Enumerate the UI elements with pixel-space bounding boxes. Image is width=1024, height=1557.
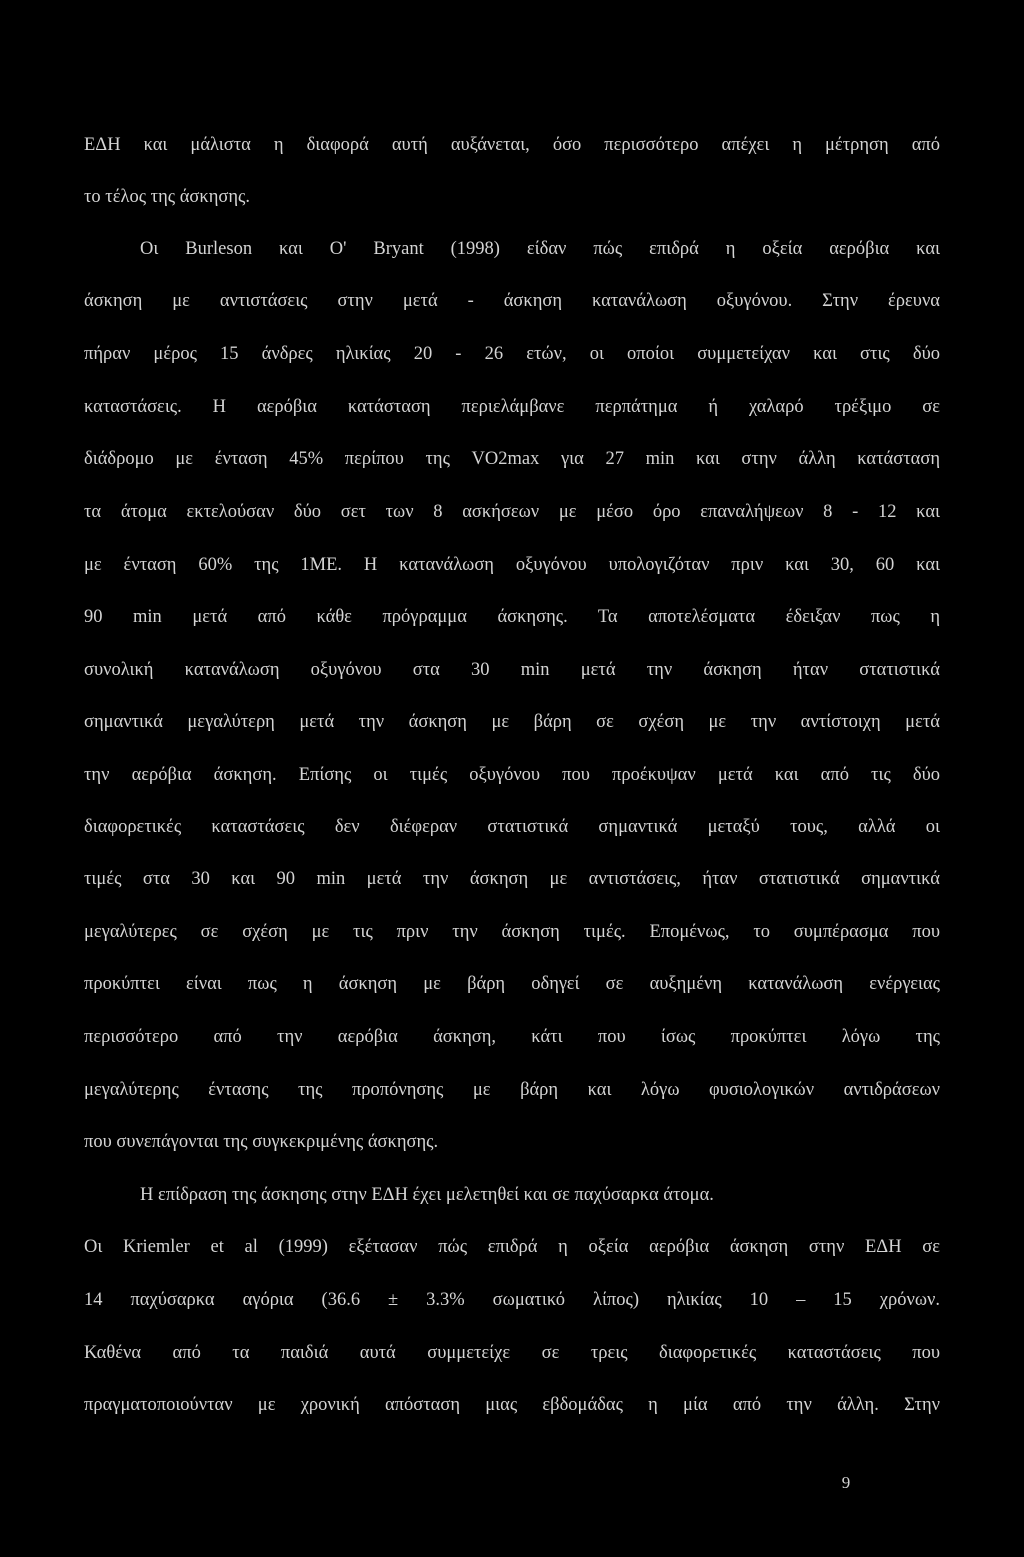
text-line: ΕΔΗ και μάλιστα η διαφορά αυτή αυξάνεται, όσο περισσότερο απέχει η μέτρηση από: [84, 135, 940, 155]
text-line: πραγματοποιούνταν με χρονική απόσταση μιας εβδομάδας η μία από την άλλη. Στην: [84, 1395, 940, 1415]
text-line: καταστάσεις. Η αερόβια κατάσταση περιελάμβανε περπάτημα ή χαλαρό τρέξιμο σε: [84, 397, 940, 417]
text-line: 90 min μετά από κάθε πρόγραμμα άσκησης. Τα αποτελέσματα έδειξαν πως η: [84, 607, 940, 627]
text-line: Οι Kriemler et al (1999) εξέτασαν πώς επιδρά η οξεία αερόβια άσκηση στην ΕΔΗ σε: [84, 1237, 940, 1257]
text-line: Οι Burleson και O' Bryant (1998) είδαν πώς επιδρά η οξεία αερόβια και: [140, 239, 940, 259]
text-line: πήραν μέρος 15 άνδρες ηλικίας 20 - 26 ετών, οι οποίοι συμμετείχαν και στις δύο: [84, 344, 940, 364]
text-line: το τέλος της άσκησης.: [84, 187, 251, 207]
text-line: την αερόβια άσκηση. Επίσης οι τιμές οξυγόνου που προέκυψαν μετά και από τις δύο: [84, 765, 940, 785]
text-line: Καθένα από τα παιδιά αυτά συμμετείχε σε τρεις διαφορετικές καταστάσεις που: [84, 1343, 940, 1363]
page-number: 9: [841, 1473, 851, 1492]
text-line: τα άτομα εκτελούσαν δύο σετ των 8 ασκήσεων με μέσο όρο επαναλήψεων 8 - 12 και: [84, 502, 940, 522]
text-line: περισσότερο από την αερόβια άσκηση, κάτι που ίσως προκύπτει λόγω της: [84, 1027, 940, 1047]
text-line: 14 παχύσαρκα αγόρια (36.6 ± 3.3% σωματικό λίπος) ηλικίας 10 – 15 χρόνων.: [84, 1290, 940, 1310]
text-line: συνολική κατανάλωση οξυγόνου στα 30 min μετά την άσκηση ήταν στατιστικά: [84, 660, 940, 680]
text-line: μεγαλύτερες σε σχέση με τις πριν την άσκηση τιμές. Επομένως, το συμπέρασμα που: [84, 922, 940, 942]
text-line: σημαντικά μεγαλύτερη μετά την άσκηση με βάρη σε σχέση με την αντίστοιχη μετά: [84, 712, 940, 732]
text-line: άσκηση με αντιστάσεις στην μετά - άσκηση κατανάλωση οξυγόνου. Στην έρευνα: [84, 291, 940, 311]
text-line: Η επίδραση της άσκησης στην ΕΔΗ έχει μελετηθεί και σε παχύσαρκα άτομα.: [140, 1185, 714, 1205]
text-line: που συνεπάγονται της συγκεκριμένης άσκησης.: [84, 1132, 439, 1152]
text-line: διαφορετικές καταστάσεις δεν διέφεραν στατιστικά σημαντικά μεταξύ τους, αλλά οι: [84, 817, 940, 837]
text-line: με ένταση 60% της 1ΜΕ. Η κατανάλωση οξυγόνου υπολογιζόταν πριν και 30, 60 και: [84, 555, 940, 575]
text-line: διάδρομο με ένταση 45% περίπου της VO2max για 27 min και στην άλλη κατάσταση: [84, 449, 940, 469]
text-line: τιμές στα 30 και 90 min μετά την άσκηση με αντιστάσεις, ήταν στατιστικά σημαντικά: [84, 869, 940, 889]
text-line: προκύπτει είναι πως η άσκηση με βάρη οδηγεί σε αυξημένη κατανάλωση ενέργειας: [84, 974, 940, 994]
text-line: μεγαλύτερης έντασης της προπόνησης με βάρη και λόγω φυσιολογικών αντιδράσεων: [84, 1080, 940, 1100]
